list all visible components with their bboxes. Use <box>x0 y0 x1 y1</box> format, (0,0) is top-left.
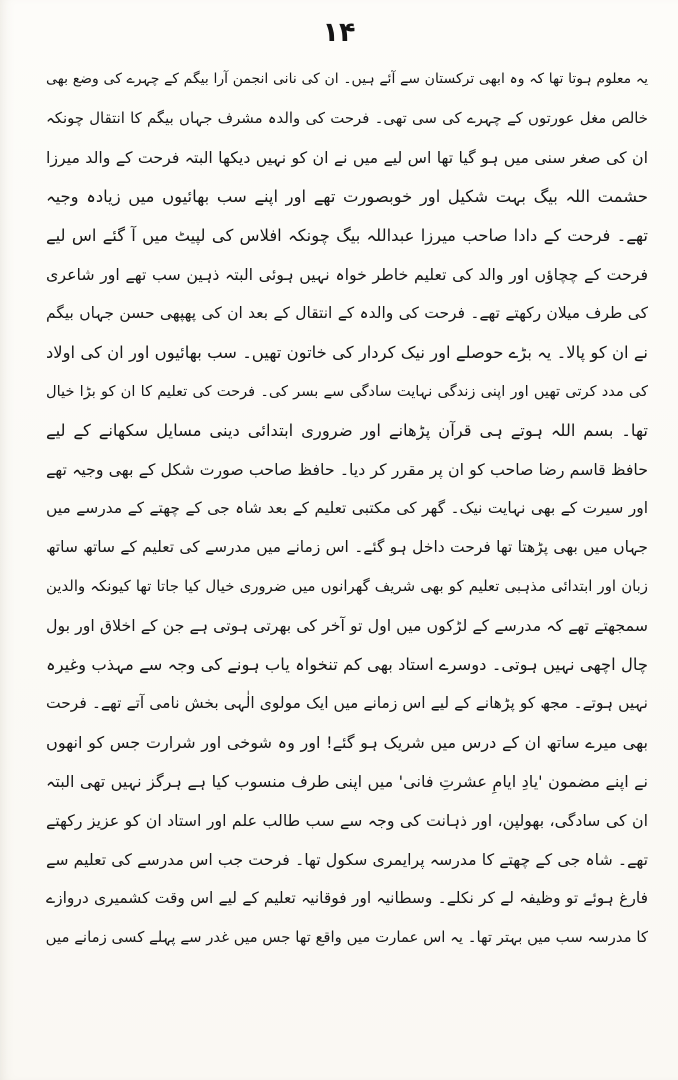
text-line: ان کی صغر سنی میں ہو گیا تھا اس لیے میں نے ان کو نہیں دیکھا البتہ فرحت کے والد میرزا <box>46 148 648 167</box>
text-line: سمجھتے تھے کہ مدرسے کے لڑکوں میں اول تو آخر کی بھرتی ہوتی ہے جن کے اخلاق اور بول <box>46 616 648 635</box>
text-line: زبان اور ابتدائی مذہبی تعلیم کو بھی شریف گھرانوں میں ضروری خیال کیا جاتا تھا کیونکہ والدین <box>46 577 648 595</box>
text-line: بھی میرے ساتھ ان کے درس میں شریک ہو گئے! اور وہ شوخی اور شرارت جس کو انھوں <box>46 733 648 752</box>
page-body-text <box>46 60 648 957</box>
text-line: جہاں میں بھی پڑھتا تھا فرحت داخل ہو گئے۔ اس زمانے میں مدرسے کی تعلیم کے ساتھ ساتھ <box>46 538 648 556</box>
text-line: تھا۔ بسم اللہ ہوتے ہی قرآن پڑھانے اور ضروری ابتدائی دینی مسایل سکھانے کے لیے <box>46 421 648 440</box>
text-line: حافظ قاسم رضا صاحب کو ان پر مقرر کر دیا۔ حافظ صاحب صورت شکل کے بھی وجیہ تھے <box>46 460 648 479</box>
text-line: چال اچھی نہیں ہوتی۔ دوسرے استاد بھی کم تنخواہ یاب ہونے کی وجہ سے مہذب وغیرہ <box>46 655 648 674</box>
text-line: حشمت اللہ بیگ بہت شکیل اور خوبصورت تھے اور اپنے سب بھائیوں میں زیادہ وجیہ <box>46 187 648 206</box>
text-line: فرحت کے چچاؤں اور والد کی تعلیم خاطر خواہ نہیں ہوئی البتہ ذہین سب تھے اور شاعری <box>46 265 648 284</box>
page-number: ۱۴ <box>322 17 356 48</box>
text-line: یہ معلوم ہوتا تھا کہ وہ ابھی ترکستان سے آئے ہیں۔ ان کی نانی انجمن آرا بیگم کے چہرے کی وضع بھی <box>46 71 648 87</box>
text-line: تھے۔ شاہ جی کے چھتے کا مدرسہ پرایمری سکول تھا۔ فرحت جب اس مدرسے کی تعلیم سے <box>46 850 648 869</box>
text-line: فارغ ہوئے تو وظیفہ لے کر نکلے۔ وسطانیہ اور فوقانیہ تعلیم کے لیے اس وقت کشمیری دروازے <box>46 889 648 907</box>
text-line: کا مدرسہ سب میں بہتر تھا۔ یہ اس عمارت میں واقع تھا جس میں غدر سے پہلے کسی زمانے میں <box>46 928 648 946</box>
text-line: کی مدد کرتی تھیں اور اپنی زندگی نہایت سادگی سے بسر کی۔ فرحت کی تعلیم کا ان کو بڑا خیال <box>46 383 648 400</box>
text-line: خالص مغل عورتوں کے چہرے کی سی تھی۔ فرحت کی والدہ مشرف جہاں بیگم کا انتقال چونکہ <box>46 109 648 127</box>
text-line: نہیں ہوتے۔ مجھ کو پڑھانے کے لیے اس زمانے میں ایک مولوی الٰہی بخش نامی آتے تھے۔ فرحت <box>46 694 648 712</box>
text-line: تھے۔ فرحت کے دادا صاحب میرزا عبداللہ بیگ چونکہ افلاس کی لپیٹ میں آ گئے اس لیے <box>46 226 648 245</box>
text-line: اور سیرت کے بھی نہایت نیک۔ گھر کی مکتبی تعلیم کے بعد شاہ جی کے چھتے کے مدرسے میں <box>46 499 648 517</box>
text-line: نے اپنے مضمون 'یادِ ایامِ عشرتِ فانی' میں اپنی طرف منسوب کیا ہے ہرگز نہیں تھی البتہ <box>46 772 648 791</box>
text-line: نے ان کو پالا۔ یہ بڑے حوصلے اور نیک کردار کی خاتون تھیں۔ سب بھائیوں اور ان کی اولاد <box>46 343 648 362</box>
text-line: ان کی سادگی، بھولپن، اور ذہانت کی وجہ سے سب طالب علم اور استاد ان کو عزیز رکھتے <box>46 811 648 830</box>
text-line: کی طرف میلان رکھتے تھے۔ فرحت کی والدہ کے انتقال کے بعد ان کی پھپھی حسن جہاں بیگم <box>46 304 648 322</box>
